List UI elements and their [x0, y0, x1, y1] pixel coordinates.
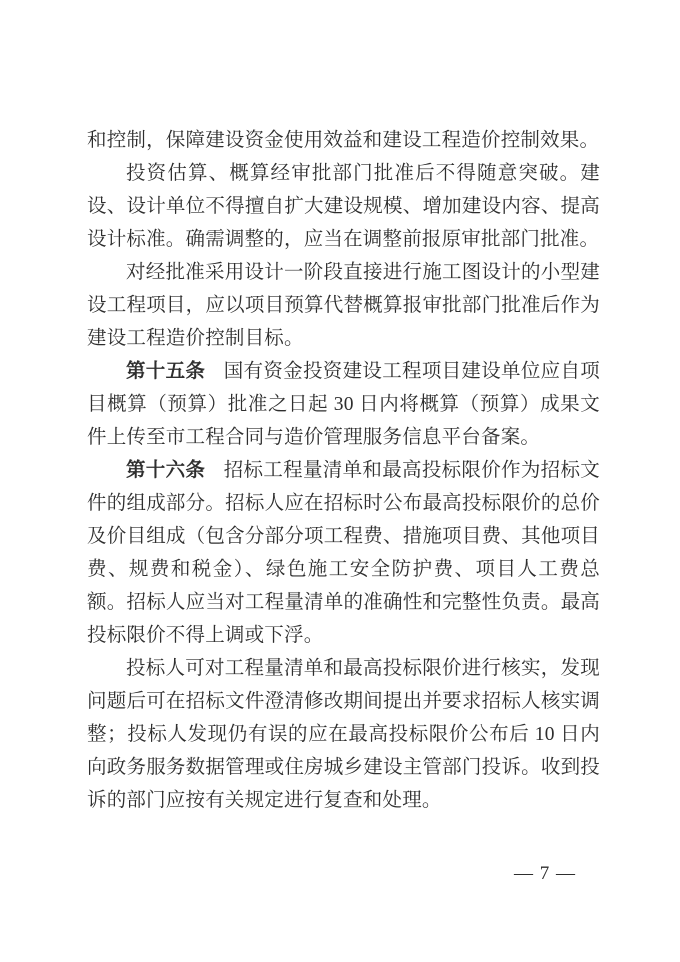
- paragraph-text: 招标工程量清单和最高投标限价作为招标文件的组成部分。招标人应在招标时公布最高投标限价的总价及价目组成（包含分部分项工程费、措施项目费、其他项目费、规费和税金）、绿色施工安全防护费、项目人工费总额。招标人应当对工程量清单的准确性和完整性负责。最高投标限价不得上调或下浮。: [87, 460, 600, 646]
- paragraph-article-16: [87, 454, 600, 652]
- paragraph-text: 投资估算、概算经审批部门批准后不得随意突破。建设、设计单位不得擅自扩大建设规模、增加建设内容、提高设计标准。确需调整的，应当在调整前报原审批部门批准。: [87, 163, 600, 250]
- paragraph-bidder-verification: [87, 652, 600, 817]
- document-body: [87, 124, 600, 817]
- article-15-number: 第十五条: [126, 361, 206, 382]
- paragraph-text: 和控制，保障建设资金使用效益和建设工程造价控制效果。: [87, 130, 600, 151]
- paragraph-continuation: [87, 124, 600, 157]
- paragraph-article-15: [87, 355, 600, 454]
- paragraph-text: 对经批准采用设计一阶段直接进行施工图设计的小型建设工程项目，应以项目预算代替概算报审批部门批准后作为建设工程造价控制目标。: [87, 262, 600, 349]
- page-number: — 7 —: [514, 863, 576, 884]
- paragraph-text: 国有资金投资建设工程项目建设单位应自项目概算（预算）批准之日起 30 日内将概算（预算）成果文件上传至市工程合同与造价管理服务信息平台备案。: [87, 361, 600, 448]
- paragraph-single-stage-design: [87, 256, 600, 355]
- article-16-number: 第十六条: [126, 460, 206, 481]
- paragraph-text: 投标人可对工程量清单和最高投标限价进行核实，发现问题后可在招标文件澄清修改期间提出并要求招标人核实调整；投标人发现仍有误的应在最高投标限价公布后 10 日内向政务服务数据管理或住房城乡建设主管部门投诉。收到投诉的部门应按有关规定进行复查和处理。: [87, 658, 600, 811]
- paragraph-investment-estimate: [87, 157, 600, 256]
